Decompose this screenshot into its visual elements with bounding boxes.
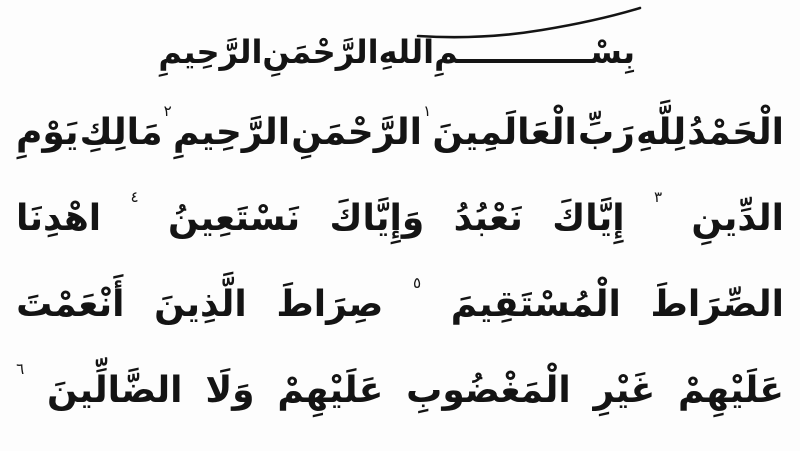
calligraphy-word: الرَّحِيمِ bbox=[158, 32, 263, 71]
verse-number: ٤ bbox=[130, 188, 139, 206]
calligraphy-word: رَبِّ bbox=[578, 112, 635, 153]
calligraphy-word: مَالِكِ bbox=[79, 112, 163, 153]
calligraphy-word: الْعَالَمِينَ bbox=[432, 112, 577, 153]
verse-number: ١ bbox=[423, 102, 432, 120]
calligraphy-word: يَوْمِ bbox=[16, 112, 79, 153]
verse-number: ٢ bbox=[163, 102, 172, 120]
calligraphy-word: صِرَاطَ bbox=[276, 284, 384, 325]
calligraphy-word: بِسْــــــــــــمِ bbox=[434, 32, 635, 71]
calligraphy-word: الضَّالِّينَ bbox=[47, 370, 183, 411]
calligraphy-word: الرَّحْمَنِ bbox=[262, 32, 379, 71]
calligraphy-word: الدِّينِ bbox=[691, 198, 784, 239]
text-line-2 bbox=[16, 90, 784, 176]
verse-number: ٣ bbox=[653, 188, 663, 206]
verse-number: ٦ bbox=[16, 360, 25, 378]
calligraphy-word: نَسْتَعِينُ bbox=[167, 198, 301, 239]
calligraphy-word: الَّذِينَ bbox=[154, 284, 247, 325]
text-line-5 bbox=[16, 348, 784, 434]
calligraphy-word: الْحَمْدُ bbox=[687, 112, 784, 153]
calligraphy-word: الْمُسْتَقِيمَ bbox=[450, 284, 621, 325]
calligraphy-word: لِلَّهِ bbox=[636, 112, 687, 153]
text-line-3 bbox=[16, 176, 784, 262]
calligraphy-word: عَلَيْهِمْ bbox=[277, 370, 384, 411]
calligraphy-word: الْمَغْضُوبِ bbox=[406, 370, 571, 411]
calligraphy-word: اللهِ bbox=[378, 32, 435, 71]
calligraphy-word: الرَّحْمَنِ bbox=[291, 112, 422, 153]
calligraphy-word: نَعْبُدُ bbox=[453, 198, 523, 239]
text-line-4 bbox=[16, 262, 784, 348]
calligraphy-word: الصِّرَاطَ bbox=[650, 284, 784, 325]
calligraphy-word: اهْدِنَا bbox=[16, 198, 102, 239]
calligraphy-word: وَلَا bbox=[205, 370, 255, 411]
calligraphy-word: الرَّحِيمِ bbox=[172, 112, 291, 153]
verse-number: ٥ bbox=[412, 274, 422, 292]
calligraphy-word: إِيَّاكَ bbox=[552, 198, 625, 239]
calligraphy-word: غَيْرِ bbox=[593, 370, 656, 411]
basmala-line bbox=[158, 14, 635, 90]
calligraphy-word: أَنْعَمْتَ bbox=[16, 284, 125, 325]
calligraphy-word: وَإِيَّاكَ bbox=[329, 198, 425, 239]
calligraphy-word: عَلَيْهِمْ bbox=[678, 370, 784, 411]
